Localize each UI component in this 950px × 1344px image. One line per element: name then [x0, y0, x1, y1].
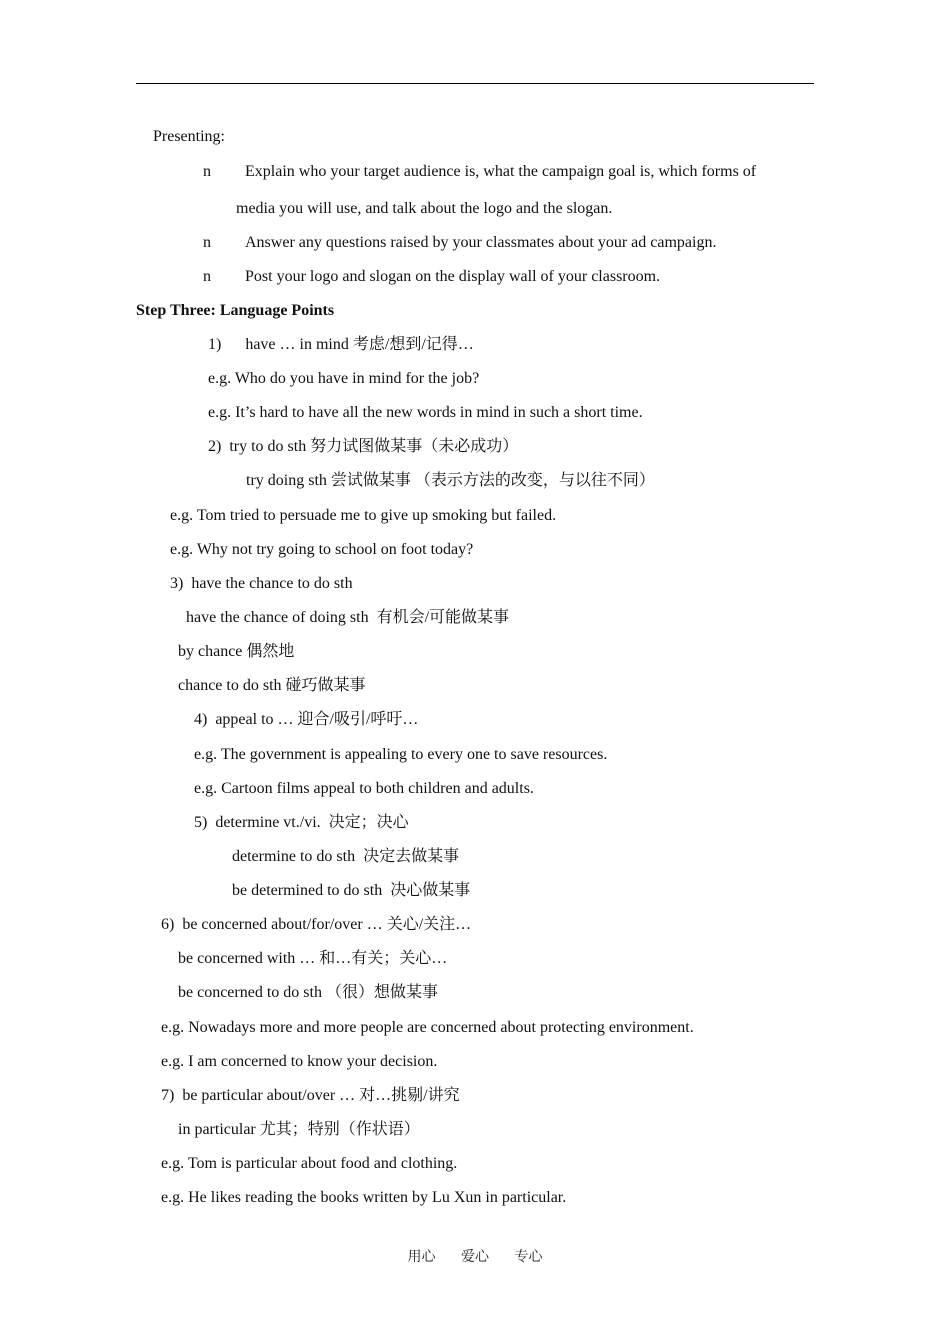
language-point-line: e.g. He likes reading the books written by Lu Xun in particular. [161, 1189, 567, 1206]
language-point-line: 3) have the chance to do sth [170, 575, 353, 592]
language-point-line: by chance 偶然地 [178, 643, 295, 660]
bullet-marker: n [203, 234, 211, 251]
footer-word: 爱心 [461, 1250, 489, 1265]
language-point-line: try doing sth 尝试做某事 （表示方法的改变，与以往不同） [246, 472, 655, 489]
presenting-heading: Presenting: [153, 128, 225, 145]
language-point-line: 5) determine vt./vi. 决定；决心 [194, 814, 409, 831]
language-point-line: determine to do sth 决定去做某事 [232, 848, 460, 865]
language-point-line: e.g. Why not try going to school on foot today? [170, 541, 474, 558]
language-point-line: e.g. Cartoon films appeal to both children and adults. [194, 780, 534, 797]
presenting-item-1: Explain who your target audience is, what the campaign goal is, which forms of [245, 163, 757, 180]
language-point-line: e.g. Nowadays more and more people are concerned about protecting environment. [161, 1019, 694, 1036]
header-rule [136, 83, 814, 84]
bullet-marker: n [203, 268, 211, 285]
language-point-line: 6) be concerned about/for/over … 关心/关注… [161, 916, 472, 933]
page-footer [0, 1248, 950, 1268]
presenting-item-2: Answer any questions raised by your classmates about your ad campaign. [245, 234, 717, 251]
language-point-line: e.g. Tom is particular about food and clothing. [161, 1155, 458, 1172]
language-point-line: 2) try to do sth 努力试图做某事（未必成功） [208, 438, 519, 455]
language-point-line: be concerned with … 和…有关；关心… [178, 950, 448, 967]
language-point-line: be determined to do sth 决心做某事 [232, 882, 471, 899]
language-point-line: 7) be particular about/over … 对…挑剔/讲究 [161, 1087, 460, 1104]
language-point-line: 4) appeal to … 迎合/吸引/呼吁… [194, 711, 419, 728]
footer-word: 用心 [407, 1250, 436, 1265]
bullet-marker: n [203, 163, 211, 180]
language-point-line: e.g. Who do you have in mind for the job? [208, 370, 480, 387]
language-point-line: e.g. It’s hard to have all the new words in mind in such a short time. [208, 404, 643, 421]
language-point-line: e.g. The government is appealing to every one to save resources. [194, 746, 608, 763]
language-point-line: be concerned to do sth （很）想做某事 [178, 984, 438, 1001]
language-point-line: chance to do sth 碰巧做某事 [178, 677, 366, 694]
footer-word: 专心 [514, 1250, 543, 1265]
language-point-line: e.g. I am concerned to know your decision. [161, 1053, 438, 1070]
language-point-line: in particular 尤其；特别（作状语） [178, 1121, 420, 1138]
language-point-line: have the chance of doing sth 有机会/可能做某事 [186, 609, 510, 626]
step-three-heading: Step Three: Language Points [136, 302, 335, 319]
language-point-line: 1) have … in mind 考虑/想到/记得… [208, 336, 474, 353]
presenting-item-3: Post your logo and slogan on the display wall of your classroom. [245, 268, 661, 285]
presenting-item-1-cont: media you will use, and talk about the logo and the slogan. [236, 200, 613, 217]
language-point-line: e.g. Tom tried to persuade me to give up smoking but failed. [170, 507, 557, 524]
